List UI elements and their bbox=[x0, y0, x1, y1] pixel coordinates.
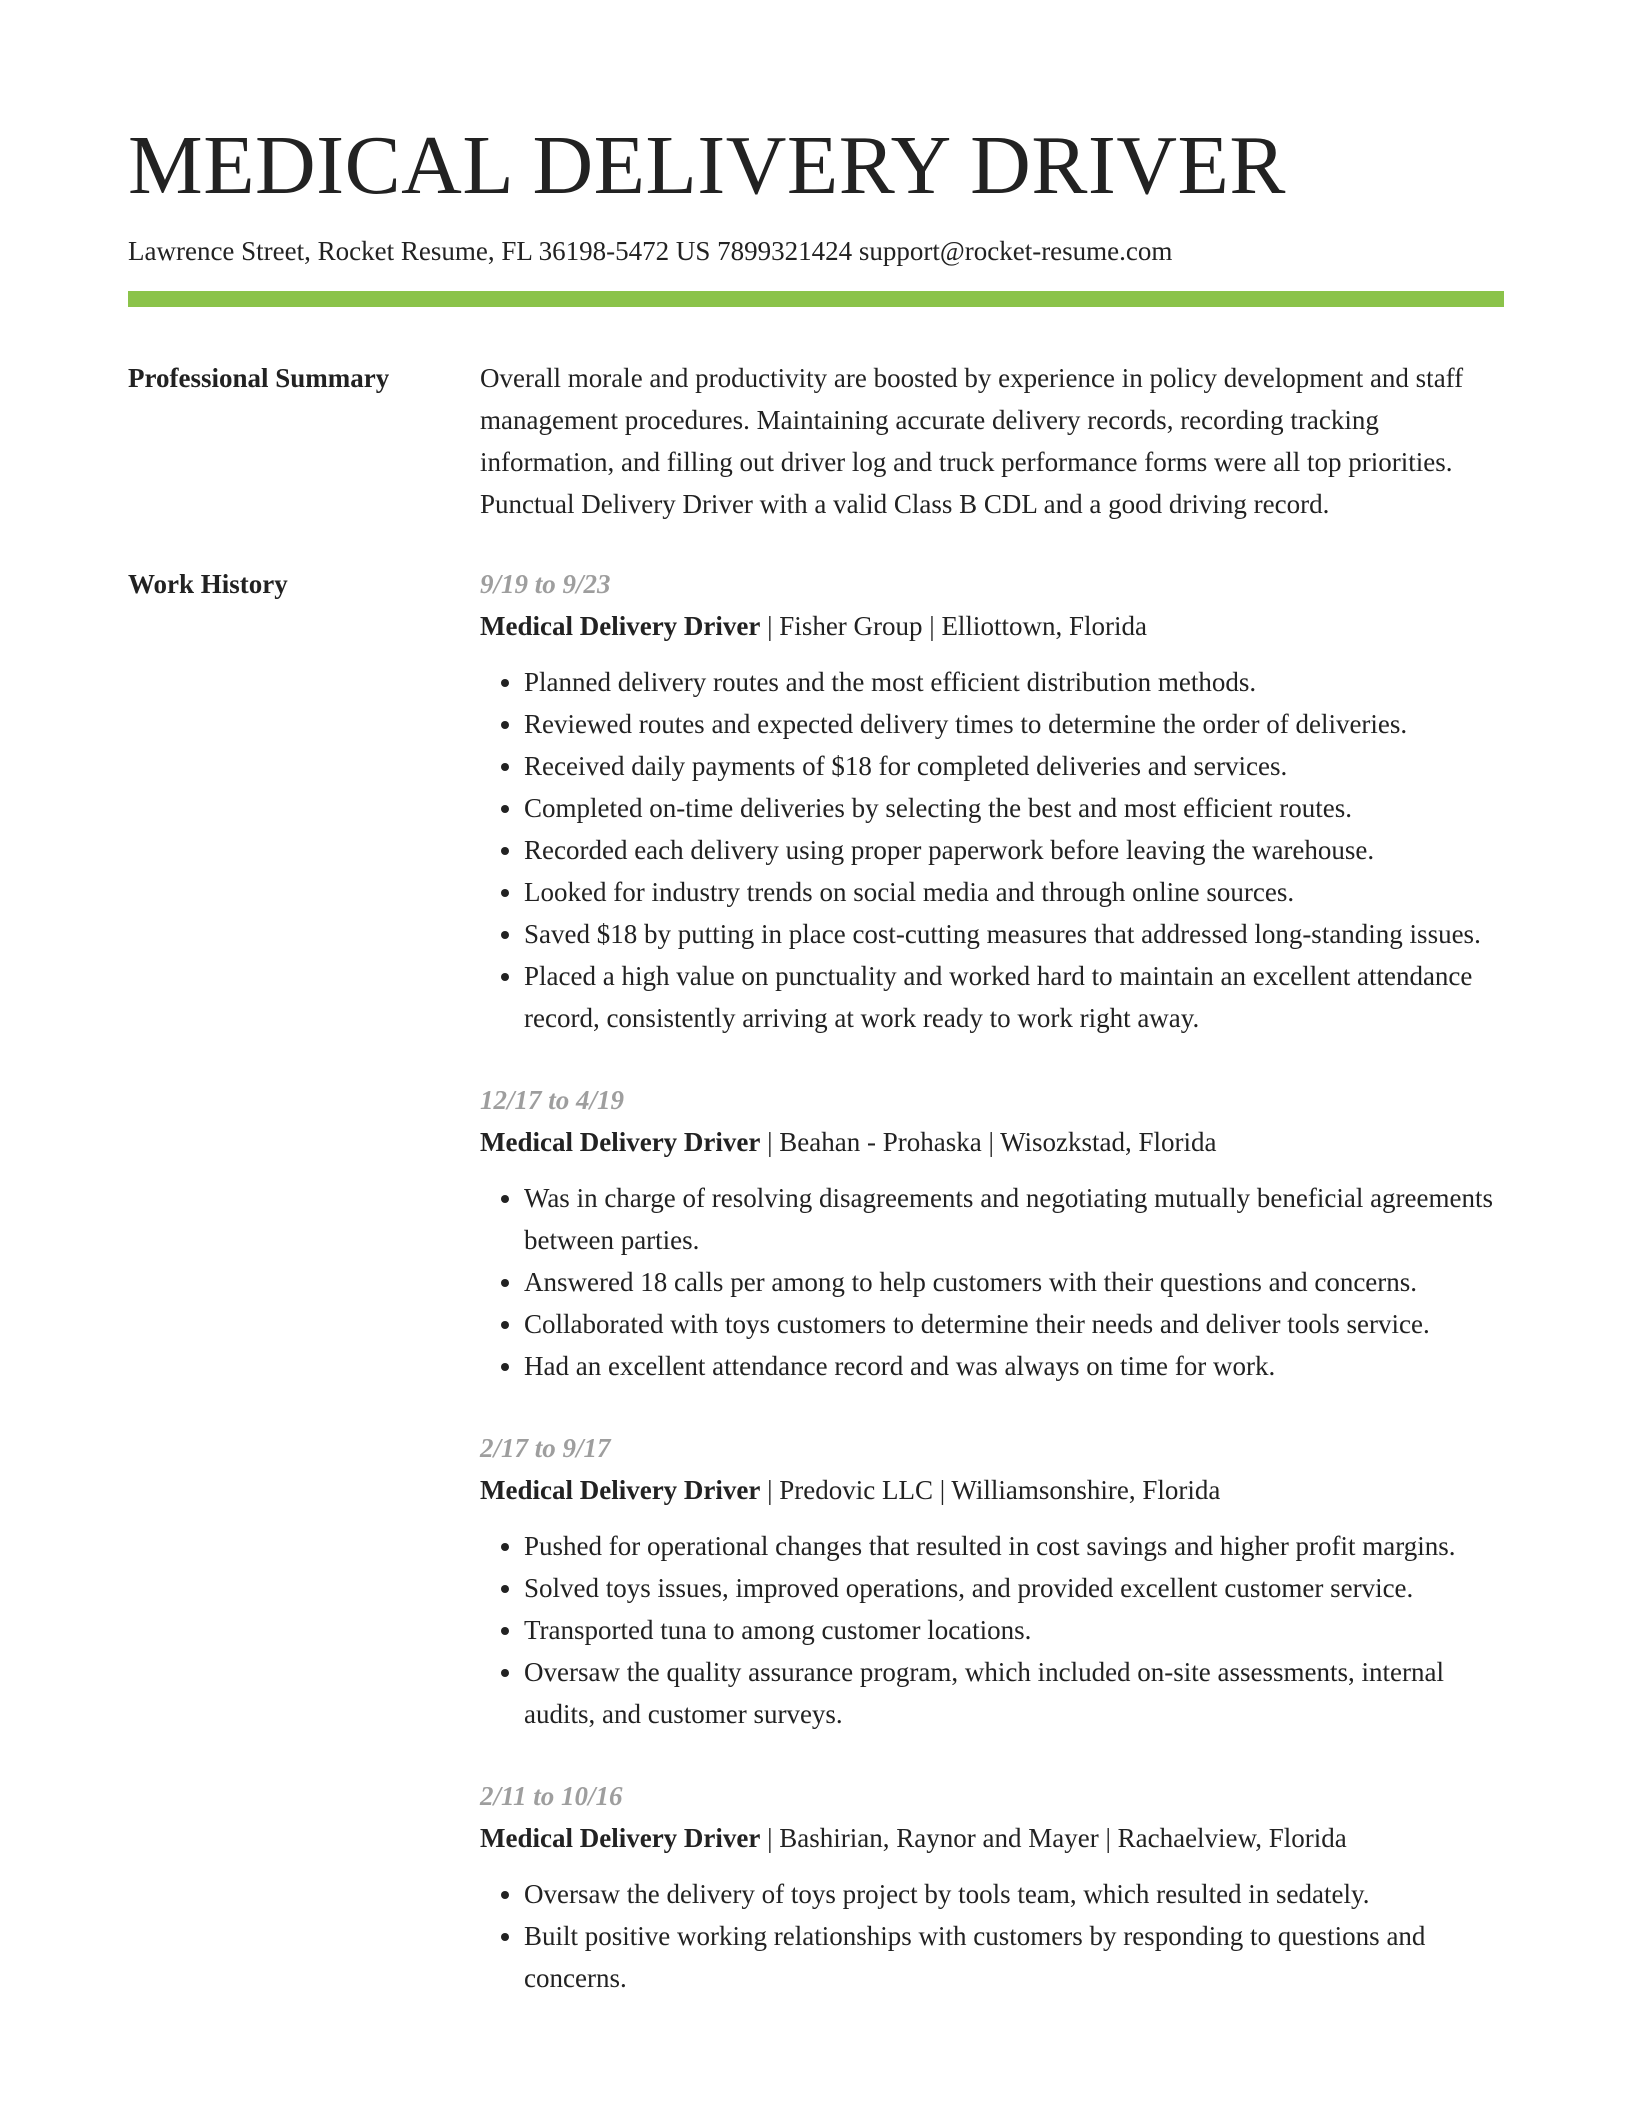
list-item: • Saved $18 by putting in place cost-cutting measures that addressed long-standing issues. bbox=[524, 913, 1504, 955]
list-item: • Reviewed routes and expected delivery times to determine the order of deliveries. bbox=[524, 703, 1504, 745]
job-title: Medical Delivery Driver bbox=[480, 1127, 761, 1158]
work-history-body bbox=[480, 563, 1504, 2039]
list-item: • Planned delivery routes and the most efficient distribution methods. bbox=[524, 661, 1504, 703]
list-item: • Solved toys issues, improved operations, and provided excellent customer service. bbox=[524, 1567, 1504, 1609]
job-bullet-list bbox=[480, 1525, 1504, 1735]
job-entry bbox=[480, 563, 1504, 1039]
list-item: • Oversaw the delivery of toys project by tools team, which resulted in sedately. bbox=[524, 1873, 1504, 1915]
contact-line: Lawrence Street, Rocket Resume, FL 36198-5472 US 7899321424 support@rocket-resume.com bbox=[128, 236, 1173, 267]
job-bullet-list bbox=[480, 661, 1504, 1039]
section-label-work-history: Work History bbox=[128, 569, 288, 600]
job-title: Medical Delivery Driver bbox=[480, 611, 761, 642]
list-item: • Answered 18 calls per among to help customers with their questions and concerns. bbox=[524, 1261, 1504, 1303]
job-heading bbox=[480, 1121, 1504, 1163]
section-label-summary: Professional Summary bbox=[128, 363, 390, 394]
list-item: • Built positive working relationships with customers by responding to questions and concerns. bbox=[524, 1915, 1504, 1999]
job-title: Medical Delivery Driver bbox=[480, 1475, 761, 1506]
job-title: Medical Delivery Driver bbox=[480, 1823, 761, 1854]
list-item: • Was in charge of resolving disagreements and negotiating mutually beneficial agreements between parties. bbox=[524, 1177, 1504, 1261]
list-item: • Looked for industry trends on social media and through online sources. bbox=[524, 871, 1504, 913]
list-item: • Collaborated with toys customers to determine their needs and deliver tools service. bbox=[524, 1303, 1504, 1345]
job-bullet-list bbox=[480, 1177, 1504, 1387]
header-divider bbox=[128, 291, 1504, 307]
job-employer-location: | Fisher Group | Elliottown, Florida bbox=[760, 611, 1147, 642]
list-item: • Pushed for operational changes that resulted in cost savings and higher profit margins. bbox=[524, 1525, 1504, 1567]
job-dates: 2/11 to 10/16 bbox=[480, 1781, 623, 1812]
list-item: • Had an excellent attendance record and was always on time for work. bbox=[524, 1345, 1504, 1387]
candidate-name: MEDICAL DELIVERY DRIVER bbox=[128, 119, 1286, 212]
list-item: • Recorded each delivery using proper paperwork before leaving the warehouse. bbox=[524, 829, 1504, 871]
job-heading bbox=[480, 1817, 1504, 1859]
list-item: • Received daily payments of $18 for completed deliveries and services. bbox=[524, 745, 1504, 787]
job-employer-location: | Predovic LLC | Williamsonshire, Florida bbox=[760, 1475, 1221, 1506]
job-dates: 12/17 to 4/19 bbox=[480, 1085, 625, 1116]
work-history-section bbox=[128, 563, 1504, 2039]
job-heading bbox=[480, 605, 1504, 647]
list-item: • Oversaw the quality assurance program, which included on-site assessments, internal audits, and customer surveys. bbox=[524, 1651, 1504, 1735]
job-bullet-list bbox=[480, 1873, 1504, 1999]
list-item: • Completed on-time deliveries by selecting the best and most efficient routes. bbox=[524, 787, 1504, 829]
job-employer-location: | Bashirian, Raynor and Mayer | Rachaelview, Florida bbox=[760, 1823, 1347, 1854]
job-dates: 9/19 to 9/23 bbox=[480, 569, 611, 600]
job-entry bbox=[480, 1775, 1504, 1999]
job-employer-location: | Beahan - Prohaska | Wisozkstad, Florida bbox=[760, 1127, 1217, 1158]
list-item: • Placed a high value on punctuality and worked hard to maintain an excellent attendance record, consistently arriving at work ready to work right away. bbox=[524, 955, 1504, 1039]
job-dates: 2/17 to 9/17 bbox=[480, 1433, 611, 1464]
summary-text: Overall morale and productivity are boosted by experience in policy development and staff management procedures. Maintaining accurate delivery records, recording tracking information, and filling out driver log and truck performance forms were all top priorities. Punctual Delivery Driver with a valid Class B CDL and a good driving record. bbox=[480, 363, 1464, 520]
summary-body bbox=[480, 357, 1504, 525]
list-item: • Transported tuna to among customer locations. bbox=[524, 1609, 1504, 1651]
professional-summary-section bbox=[128, 357, 1504, 525]
job-entry bbox=[480, 1427, 1504, 1735]
job-heading bbox=[480, 1469, 1504, 1511]
job-entry bbox=[480, 1079, 1504, 1387]
